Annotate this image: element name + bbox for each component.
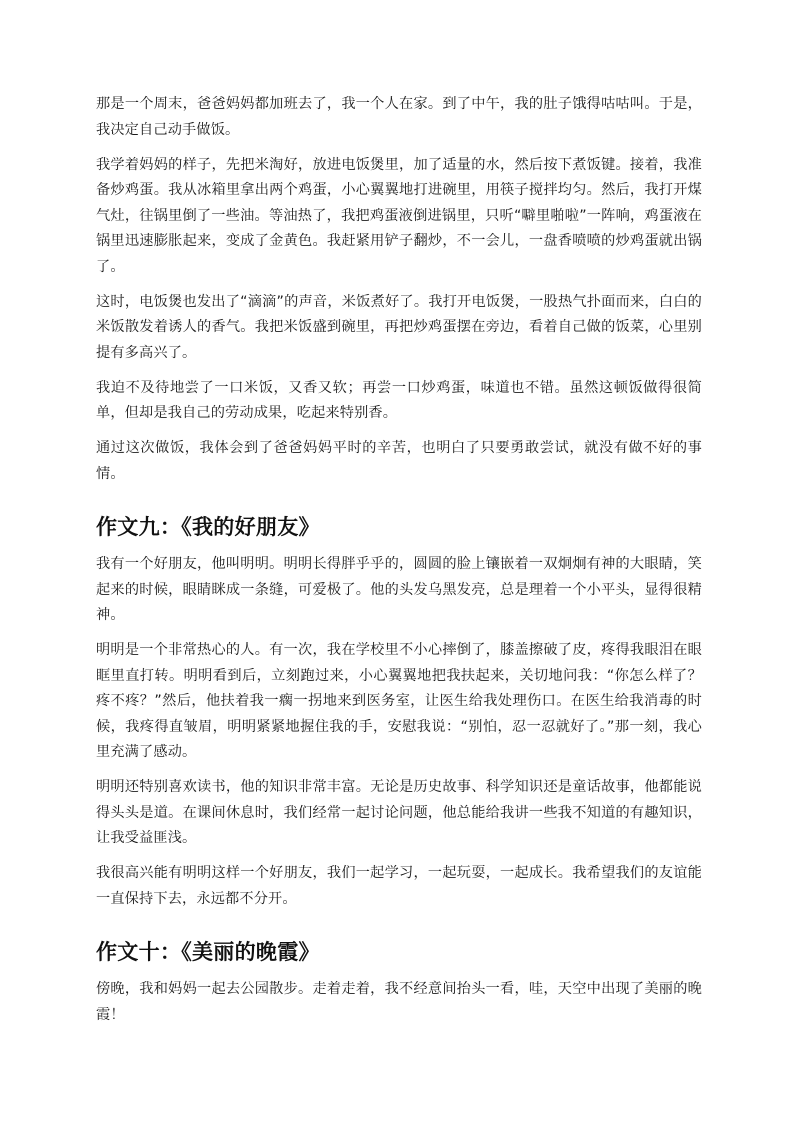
paragraph: 明明是一个非常热心的人。有一次，我在学校里不小心摔倒了，膝盖擦破了皮，疼得我眼泪在眼眶里直打转。明明看到后，立刻跑过来，小心翼翼地把我扶起来，关切地问我：“你怎么样了？疼不疼？”然后，他扶着我一瘸一拐地来到医务室，让医生给我处理伤口。在医生给我消毒的时候，我疼得直皱眉，明明紧紧地握住我的手，安慰我说：“别怕，忍一忍就好了。”那一刻，我心里充满了感动。 — [96, 642, 702, 760]
section-heading: 作文十：《美丽的晚霞》 — [96, 940, 320, 964]
paragraph: 傍晚，我和妈妈一起去公园散步。走着走着，我不经意间抬头一看，哇，天空中出现了美丽的晚霞！ — [96, 981, 702, 1023]
paragraph: 这时，电饭煲也发出了“滴滴”的声音，米饭煮好了。我打开电饭煲，一股热气扑面而来，白白的米饭散发着诱人的香气。我把米饭盛到碗里，再把炒鸡蛋摆在旁边，看着自己做的饭菜，心里别提有多高兴了。 — [96, 293, 702, 361]
paragraph: 那是一个周末，爸爸妈妈都加班去了，我一个人在家。到了中午，我的肚子饿得咕咕叫。于是，我决定自己动手做饭。 — [96, 96, 702, 138]
essay-section-continued — [96, 92, 702, 487]
paragraph: 我迫不及待地尝了一口米饭，又香又软；再尝一口炒鸡蛋，味道也不错。虽然这顿饭做得很简单，但却是我自己的劳动成果，吃起来特别香。 — [96, 379, 702, 421]
paragraph: 我学着妈妈的样子，先把米淘好，放进电饭煲里，加了适量的水，然后按下煮饭键。接着，我准备炒鸡蛋。我从冰箱里拿出两个鸡蛋，小心翼翼地打进碗里，用筷子搅拌均匀。然后，我打开煤气灶，往锅里倒了一些油。等油热了，我把鸡蛋液倒进锅里，只听“噼里啪啦”一阵响，鸡蛋液在锅里迅速膨胀起来，变成了金黄色。我赶紧用铲子翻炒，不一会儿，一盘香喷喷的炒鸡蛋就出锅了。 — [96, 156, 702, 275]
paragraph: 我有一个好朋友，他叫明明。明明长得胖乎乎的，圆圆的脸上镶嵌着一双炯炯有神的大眼睛，笑起来的时候，眼睛眯成一条缝，可爱极了。他的头发乌黑发亮，总是理着一个小平头，显得很精神。 — [96, 556, 702, 623]
document-page — [96, 92, 702, 1038]
paragraph: 我很高兴能有明明这样一个好朋友，我们一起学习，一起玩耍，一起成长。我希望我们的友谊能一直保持下去，永远都不分开。 — [96, 865, 702, 907]
paragraph: 明明还特别喜欢读书，他的知识非常丰富。无论是历史故事、科学知识还是童话故事，他都能说得头头是道。在课间休息时，我们经常一起讨论问题，他总能给我讲一些我不知道的有趣知识，让我受益匪浅。 — [96, 779, 702, 846]
section-heading: 作文九：《我的好朋友》 — [96, 515, 320, 539]
essay-section-nine — [96, 512, 702, 912]
essay-section-ten — [96, 937, 702, 1028]
paragraph: 通过这次做饭，我体会到了爸爸妈妈平时的辛苦，也明白了只要勇敢尝试，就没有做不好的事情。 — [96, 440, 702, 482]
